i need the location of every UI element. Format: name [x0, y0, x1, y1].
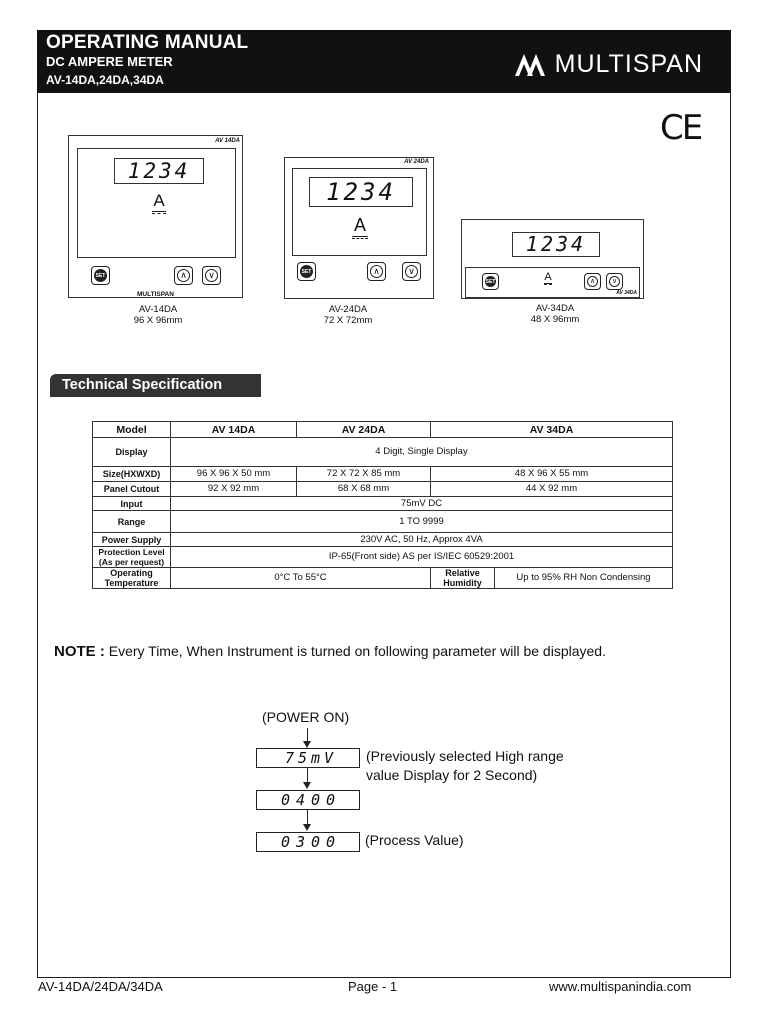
table-cell-label: Operating Temperature: [93, 568, 171, 589]
table-cell-label: Relative Humidity: [431, 568, 495, 589]
flow-connector: [307, 768, 308, 783]
device-unit: [538, 271, 558, 285]
caption-av34da: [507, 303, 603, 325]
ce-mark: CE: [660, 108, 702, 148]
down-arrow-icon: ∨: [405, 265, 418, 278]
flow-connector: [307, 728, 308, 742]
footer-model: AV-14DA/24DA/34DA: [38, 979, 163, 994]
table-header-cell: AV 14DA: [171, 422, 297, 438]
multispan-mark-icon: [515, 54, 551, 76]
unit-label: A: [544, 271, 552, 283]
table-cell: 44 X 92 mm: [431, 482, 673, 497]
set-button[interactable]: [482, 273, 499, 290]
set-label: SET: [300, 265, 313, 278]
device-av24da: [284, 157, 434, 299]
table-cell-label: Size(HXWXD): [93, 467, 171, 482]
footer-website-link[interactable]: www.multispanindia.com: [549, 979, 692, 994]
table-header-cell: AV 34DA: [431, 422, 673, 438]
flow-arrow-icon: [303, 741, 311, 748]
device-brand: MULTISPAN: [137, 291, 174, 298]
up-button[interactable]: [584, 273, 601, 290]
table-cell-label: Display: [93, 438, 171, 467]
table-cell: 96 X 96 X 50 mm: [171, 467, 297, 482]
display-step-3: 0300: [256, 832, 360, 852]
caption-model: AV-24DA: [328, 304, 368, 315]
caption-size: 72 X 72mm: [323, 315, 373, 326]
device-unit: [345, 215, 375, 239]
device-unit: [144, 191, 174, 214]
table-cell: 68 X 68 mm: [297, 482, 431, 497]
document-subtitle: DC AMPERE METER: [46, 54, 173, 69]
device-screen: [77, 148, 236, 258]
down-arrow-icon: ∨: [609, 276, 620, 287]
step-1-line-1: (Previously selected High range: [366, 748, 564, 764]
logo-wordmark: MULTISPAN: [554, 50, 703, 78]
power-on-label: (POWER ON): [262, 709, 350, 725]
dc-symbol-icon: [352, 236, 368, 239]
unit-label: A: [153, 191, 165, 210]
spec-table: [92, 421, 673, 589]
multispan-logo: [515, 50, 703, 79]
device-model-tag: AV 24DA: [404, 159, 429, 165]
document-models: AV-14DA,24DA,34DA: [46, 73, 164, 87]
caption-model: AV-14DA: [138, 304, 178, 315]
device-av34da: [461, 219, 644, 299]
table-row: [93, 511, 673, 533]
caption-av14da: [110, 304, 206, 326]
unit-label: A: [353, 215, 366, 235]
table-cell: 230V AC, 50 Hz, Approx 4VA: [171, 533, 673, 547]
table-cell-label: Input: [93, 497, 171, 511]
table-cell: 48 X 96 X 55 mm: [431, 467, 673, 482]
table-cell: 92 X 92 mm: [171, 482, 297, 497]
display-step-2: 0400: [256, 790, 360, 810]
table-header-cell: AV 24DA: [297, 422, 431, 438]
table-header-cell: Model: [93, 422, 171, 438]
table-cell: 1 TO 9999: [171, 511, 673, 533]
flow-arrow-icon: [303, 824, 311, 831]
table-cell: Up to 95% RH Non Condensing: [495, 568, 673, 589]
device-control-strip: [465, 267, 640, 298]
document-title: OPERATING MANUAL: [46, 32, 249, 53]
header-bar: [37, 30, 731, 93]
table-cell-label: Power Supply: [93, 533, 171, 547]
note-text: Every Time, When Instrument is turned on following parameter will be displayed.: [108, 643, 606, 659]
device-av14da: [68, 135, 243, 298]
table-row: [93, 422, 673, 438]
device-model-tag: AV 14DA: [215, 138, 240, 144]
caption-model: AV-34DA: [535, 303, 575, 314]
table-cell-label: Range: [93, 511, 171, 533]
table-row: [93, 533, 673, 547]
table-cell: IP-65(Front side) AS per IS/IEC 60529:2001: [171, 547, 673, 568]
down-button[interactable]: [402, 262, 421, 281]
section-heading-tech-spec: Technical Specification: [50, 374, 261, 397]
table-row: [93, 467, 673, 482]
note-label: NOTE :: [54, 643, 105, 660]
device-screen: [292, 168, 427, 256]
table-row: [93, 568, 673, 589]
set-label: SET: [485, 276, 496, 287]
up-arrow-icon: ∧: [587, 276, 598, 287]
table-cell-label: Protection Level (As per request): [93, 547, 171, 568]
down-button[interactable]: [202, 266, 221, 285]
set-button[interactable]: [297, 262, 316, 281]
device-lcd: 1234: [114, 158, 204, 184]
device-lcd: 1234: [512, 232, 600, 257]
up-arrow-icon: ∧: [177, 269, 190, 282]
step-3-description: (Process Value): [365, 832, 464, 848]
set-label: SET: [94, 269, 107, 282]
step-1-line-2: value Display for 2 Second): [366, 767, 538, 783]
flow-connector: [307, 810, 308, 825]
flow-arrow-icon: [303, 782, 311, 789]
caption-size: 96 X 96mm: [133, 315, 183, 326]
up-button[interactable]: [174, 266, 193, 285]
dc-symbol-icon: [152, 211, 166, 214]
up-button[interactable]: [367, 262, 386, 281]
table-cell-label: Panel Cutout: [93, 482, 171, 497]
device-model-tag: AV 34DA: [616, 290, 637, 296]
down-arrow-icon: ∨: [205, 269, 218, 282]
step-1-description: [366, 747, 564, 785]
table-row: [93, 497, 673, 511]
table-row: [93, 482, 673, 497]
note-paragraph: [54, 643, 606, 660]
device-lcd: 1234: [309, 177, 413, 207]
down-button[interactable]: [606, 273, 623, 290]
caption-av24da: [300, 304, 396, 326]
display-step-1: 75mV: [256, 748, 360, 768]
table-row: [93, 547, 673, 568]
table-row: [93, 438, 673, 467]
table-cell: 4 Digit, Single Display: [171, 438, 673, 467]
caption-size: 48 X 96mm: [530, 314, 580, 325]
table-cell: 75mV DC: [171, 497, 673, 511]
set-button[interactable]: [91, 266, 110, 285]
up-arrow-icon: ∧: [370, 265, 383, 278]
dc-symbol-icon: [544, 283, 552, 285]
footer-page-number: Page - 1: [348, 979, 398, 994]
table-cell: 0°C To 55°C: [171, 568, 431, 589]
table-cell: 72 X 72 X 85 mm: [297, 467, 431, 482]
